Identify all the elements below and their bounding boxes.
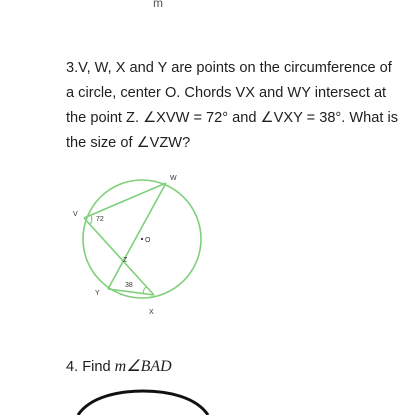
- point-y-label: Y: [95, 290, 100, 297]
- question-4-text: [66, 356, 172, 376]
- question-3-text: 3.V, W, X and Y are points on the circumference of a circle, center O. Chords VX and WY intersect at the point Z. ∠XVW = 72° and ∠VXY = 38°. What is the size of ∠VZW?: [66, 60, 399, 151]
- question-4-circle-partial: [60, 385, 220, 415]
- angle-38-label: 38: [125, 282, 133, 289]
- angle-arc-x: [143, 287, 146, 294]
- center-dot: [141, 238, 143, 240]
- point-v-label: V: [73, 211, 78, 218]
- question-4-figure-partial: [60, 385, 220, 415]
- circle-chords-diagram: [60, 165, 220, 325]
- circle-diagram-svg: [60, 165, 220, 325]
- cut-off-text: m: [153, 0, 163, 10]
- angle-arc-v: [90, 215, 92, 225]
- chord-wy: [108, 183, 166, 289]
- question-4-math: m∠BAD: [114, 358, 172, 375]
- point-w-label: W: [170, 175, 177, 182]
- point-x-label: X: [149, 309, 154, 316]
- chord-vx: [84, 218, 154, 295]
- page-top-cutoff: [0, 0, 415, 10]
- question-4-prefix: 4. Find: [66, 359, 115, 375]
- point-z-label: Z: [123, 257, 128, 264]
- angle-72-label: 72: [96, 216, 104, 223]
- point-o-label: O: [145, 237, 151, 244]
